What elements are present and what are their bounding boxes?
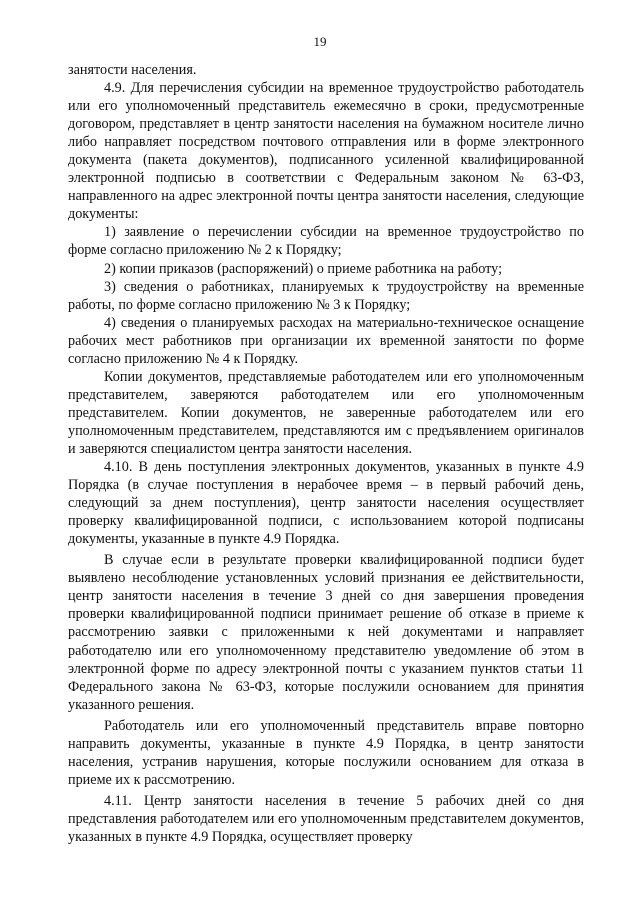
- paragraph-clause-4-10: 4.10. В день поступления электронных документов, указанных в пункте 4.9 Порядка (в случае поступления в нерабочее время – в первый рабочий день, следующий за днем поступления), центр занятости населения осуществляет проверку квалифицированной подписи, с использованием которой подписаны документы, указанные в пункте 4.9 Порядка.: [68, 459, 584, 548]
- paragraph-copies: Копии документов, представляемые работодателем или его уполномоченным представителем, заверяются работодателем или его уполномоченным представителем. Копии документов, не заверенные работодателем или его уполномоченным представителем, представляются им с предъявлением оригиналов и заверяются специалистом центра занятости населения.: [68, 368, 584, 457]
- paragraph-clause-4-9: 4.9. Для перечисления субсидии на временное трудоустройство работодатель или его уполномоченный представитель ежемесячно в сроки, предусмотренные договором, представляет в центр занятости населения на бумажном носителе лично либо направляет посредством почтового отправления или в форме электронного документа (пакета документов), подписанного усиленной квалифицированной электронной подписью в соответствии с Федеральным законом № 63-ФЗ, направленного на адрес электронной почты центра занятости населения, следующие документы:: [68, 80, 584, 223]
- paragraph-clause-4-11: 4.11. Центр занятости населения в течение 5 рабочих дней со дня представления работодателем или его уполномоченным представителем документов, указанных в пункте 4.9 Порядка, осуществляет проверку: [68, 792, 584, 845]
- list-item-3: 3) сведения о работниках, планируемых к трудоустройству на временные работы, по форме согласно приложению № 3 к Порядку;: [68, 278, 584, 313]
- paragraph-refusal: В случае если в результате проверки квалифицированной подписи будет выявлено несоблюдение установленных условий признания ее действительности, центр занятости населения в течение 3 дней со дня завершения проведения проверки квалифицированной подписи принимает решение об отказе в приеме к рассмотрению заявки с приложенными к ней документами и направляет работодателю или его уполномоченному представителю уведомление об этом в электронной форме по адресу электронной почты с указанием пунктов статьи 11 Федерального закона № 63-ФЗ, которые послужили основанием для принятия указанного решения.: [68, 552, 584, 713]
- paragraph-continuation: занятости населения.: [68, 62, 197, 78]
- list-item-4: 4) сведения о планируемых расходах на материально-техническое оснащение рабочих мест работников при организации их временной занятости по форме согласно приложению № 4 к Порядку.: [68, 314, 584, 367]
- page-number: 19: [313, 34, 327, 49]
- list-item-1: 1) заявление о перечислении субсидии на временное трудоустройство по форме согласно приложению № 2 к Порядку;: [68, 224, 584, 259]
- paragraph-resubmission: Работодатель или его уполномоченный представитель вправе повторно направить документы, указанные в пункте 4.9 Порядка, в центр занятости населения, устранив нарушения, которые послужили основанием для отказа в приеме их к рассмотрению.: [68, 717, 584, 788]
- list-item-2: 2) копии приказов (распоряжений) о приеме работника на работу;: [104, 260, 503, 277]
- document-body: [68, 61, 584, 846]
